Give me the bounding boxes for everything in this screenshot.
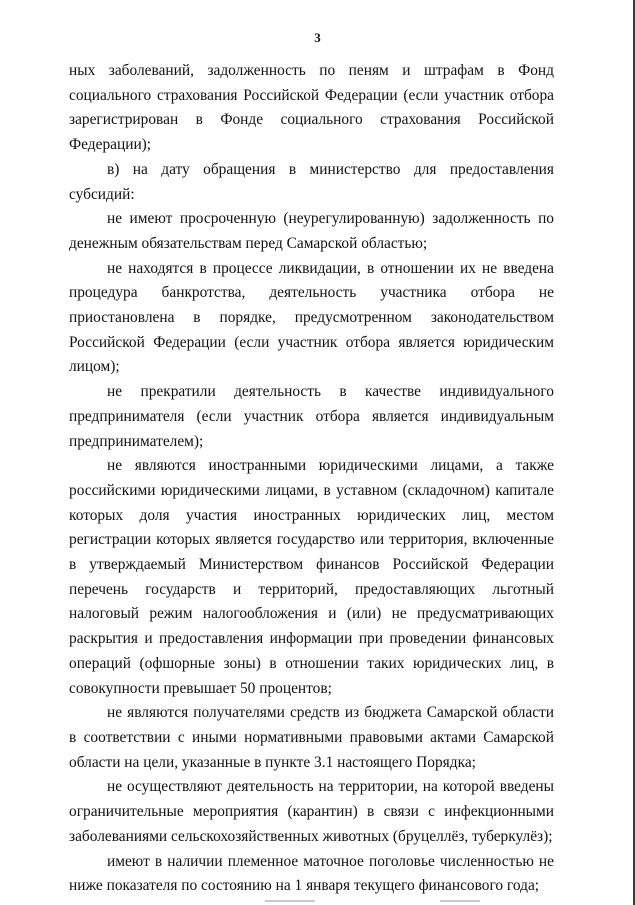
paragraph-not-foreign: не являются иностранными юридическими лицами, а также российскими юридическими лицами, в уставном (складочном) капитале которых доля участия иностранных юридических лиц, местом регистрации которых является государство или территория, включенные в утверждаемый Министерством финансов Российской Федерации перечень государств и территорий, предоставляющих льготный налоговый режим налогообложения и (или) не предусматривающих раскрытия и предоставления информации при проведении финансовых операций (офшорные зоны) в отношении таких юридических лиц, в совокупности превышает 50 процентов; xyxy=(69,457,554,697)
paragraph-not-recipients: не являются получателями средств из бюджета Самарской области в соответствии с иными нормативными правовыми актами Самарской области на цели, указанные в пункте 3.1 настоящего Порядка; xyxy=(69,704,554,771)
document-body xyxy=(69,59,554,899)
paragraph-no-quarantine: не осуществляют деятельность на территории, на которой введены ограничительные мероприятия (карантин) в связи с инфекционными заболеваниями сельскохозяйственных животных (бруцеллёз, туберкулёз); xyxy=(69,778,554,845)
paragraph-breeding-stock: имеют в наличии племенное маточное поголовье численностью не ниже показателя по состоянию на 1 января текущего финансового года; xyxy=(69,852,554,895)
scan-artifact xyxy=(440,900,480,902)
paragraph-no-debt: не имеют просроченную (неурегулированную) задолженность по денежным обязательствам перед Самарской областью; xyxy=(69,210,554,252)
paragraph-no-termination: не прекратили деятельность в качестве индивидуального предпринимателя (если участник отбора является индивидуальным предпринимателем); xyxy=(69,383,554,450)
paragraph-no-liquidation: не находятся в процессе ликвидации, в отношении их не введена процедура банкротства, деятельность участника отбора не приостановлена в порядке, предусмотренном законодательством Российской Федерации (если участник отбора является юридическим лицом); xyxy=(69,259,554,376)
scan-artifact xyxy=(265,900,315,902)
paragraph-item-v: в) на дату обращения в министерство для предоставления субсидий: xyxy=(69,160,554,203)
page-number: 3 xyxy=(314,30,321,45)
paragraph-continuation: ных заболеваний, задолженность по пеням и штрафам в Фонд социального страхования Российской Федерации (если участник отбора зарегистрирован в Фонде социального страхования Российской Федерации); xyxy=(69,62,554,154)
